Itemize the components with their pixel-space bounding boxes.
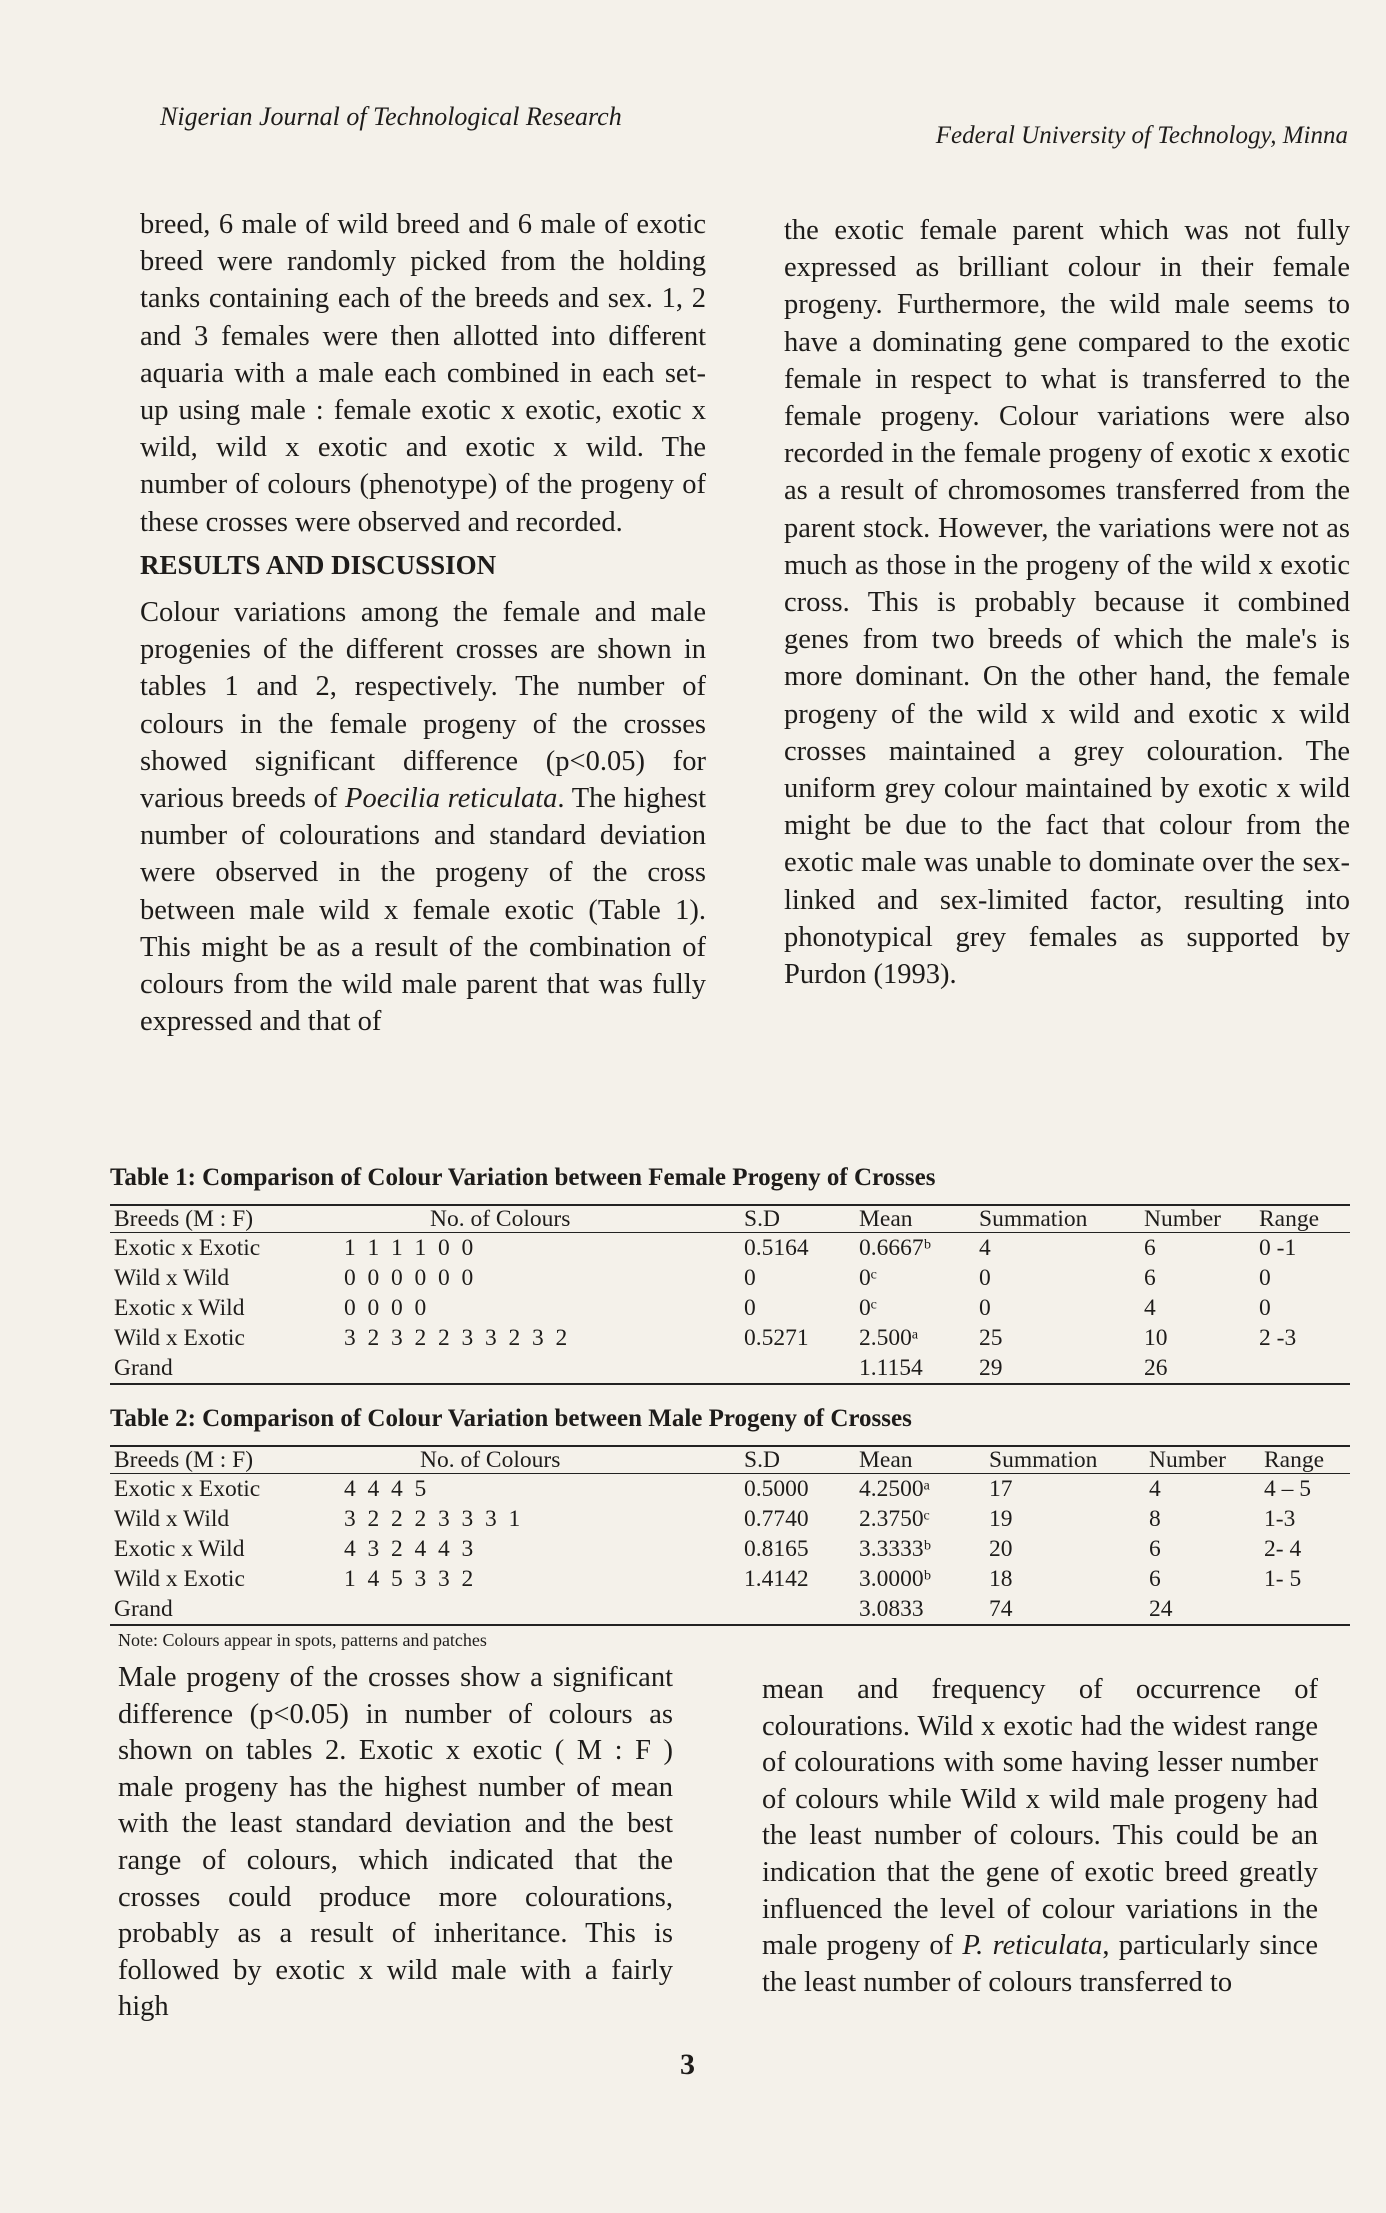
left-column-top	[140, 206, 706, 1046]
table-cell	[1260, 1594, 1350, 1625]
institution-name: Federal University of Technology, Minna	[935, 122, 1348, 149]
column-header: Range	[1255, 1205, 1350, 1233]
table-cell	[340, 1353, 740, 1384]
results-paragraph: Colour variations among the female and male progenies of the different crosses are shown in tables 1 and 2, respectively. The number of colours in the female progeny of the crosses showed significant difference (p<0.05) for various breeds of Poecilia reticulata. The highest number of colourations and standard deviation were observed in the progeny of the cross between male wild x female exotic (Table 1). This might be as a result of the combination of colours from the wild male parent that was fully expressed and that of	[140, 597, 707, 1038]
species-name: P. reticulata	[962, 1930, 1103, 1962]
table-cell	[1255, 1353, 1350, 1384]
table-cell: 0.7740	[744, 1506, 809, 1532]
table-cell: 2 -3	[1259, 1325, 1297, 1351]
table-cell: 0 0 0 0 0 0	[344, 1265, 474, 1291]
table-cell: 0 -1	[1259, 1235, 1297, 1261]
male-progeny-paragraph: Male progeny of the crosses show a significant difference (p<0.05) in number of colours as shown on tables 2. Exotic x exotic ( M : F ) male progeny has the highest number of mean with the least standard deviation and the best range of colours, which indicated that the crosses could produce more colourations, probably as a result of inheritance. This is followed by exotic x wild male with a fairly high	[118, 1662, 673, 2023]
table-cell: 1- 5	[1264, 1566, 1302, 1592]
methods-paragraph: breed, 6 male of wild breed and 6 male of exotic breed were randomly picked from the holding tanks containing each of the breeds and sex. 1, 2 and 3 females were then allotted into different aquaria with a male each combined in each set-up using male : female exotic x exotic, exotic x wild, wild x exotic and exotic x wild. The number of colours (phenotype) of the progeny of these crosses were observed and recorded.	[140, 209, 706, 538]
table-cell: 10	[1144, 1325, 1168, 1351]
column-header: No. of Colours	[340, 1446, 740, 1474]
table-cell: 0.5000	[744, 1476, 809, 1502]
table-cell: Wild x Wild	[114, 1265, 230, 1291]
table-cell: 26	[1140, 1353, 1255, 1384]
table-row	[110, 1263, 1350, 1293]
column-header: S.D	[740, 1205, 855, 1233]
table-cell: Wild x Exotic	[114, 1325, 245, 1351]
results-heading: RESULTS AND DISCUSSION	[140, 549, 497, 580]
table-cell: 4 – 5	[1264, 1476, 1311, 1502]
column-header: Mean	[855, 1446, 985, 1474]
table-cell: 4 4 4 5	[344, 1476, 427, 1502]
table-cell: 2.3750ᶜ	[859, 1506, 930, 1532]
table-cell: 19	[989, 1506, 1013, 1532]
table-cell: 6	[1149, 1566, 1161, 1592]
table-cell: 2- 4	[1264, 1536, 1302, 1562]
column-header: S.D	[740, 1446, 855, 1474]
table-cell: 0ᶜ	[859, 1265, 877, 1291]
table-cell: 0.6667ᵇ	[859, 1235, 931, 1261]
table-cell: 0	[744, 1295, 756, 1321]
table-cell: Grand	[110, 1594, 340, 1625]
table-note: Note: Colours appear in spots, patterns and patches	[118, 1630, 487, 1650]
table-2	[110, 1405, 1350, 1626]
table-cell: 1.4142	[744, 1566, 809, 1592]
table-cell: 3.3333ᵇ	[859, 1536, 931, 1562]
table-cell: 6	[1144, 1265, 1156, 1291]
column-header: Range	[1260, 1446, 1350, 1474]
column-header: Breeds (M : F)	[110, 1446, 340, 1474]
table-cell: Wild x Wild	[114, 1506, 230, 1532]
page-number: 3	[680, 2048, 695, 2081]
table-row	[110, 1504, 1350, 1534]
table-cell	[740, 1594, 855, 1625]
table-cell: 20	[989, 1536, 1013, 1562]
table-row	[110, 1323, 1350, 1353]
table-cell: 8	[1149, 1506, 1161, 1532]
table-row	[110, 1594, 1350, 1625]
right-column-top	[784, 212, 1350, 999]
table-cell: 1.1154	[855, 1353, 975, 1384]
table-row	[110, 1353, 1350, 1384]
table-cell: 6	[1144, 1235, 1156, 1261]
table-cell: 4 3 2 4 4 3	[344, 1536, 474, 1562]
table-cell: 3 2 2 2 3 3 3 1	[344, 1506, 521, 1532]
table-cell: 4	[1149, 1476, 1161, 1502]
table-2-grid	[110, 1445, 1350, 1626]
table-cell: 0.8165	[744, 1536, 809, 1562]
table-cell: Exotic x Wild	[114, 1536, 245, 1562]
table-1-grid	[110, 1204, 1350, 1385]
table-2-caption: Table 2: Comparison of Colour Variation between Male Progeny of Crosses	[110, 1405, 912, 1432]
table-cell: 0ᶜ	[859, 1295, 877, 1321]
table-cell: 29	[975, 1353, 1140, 1384]
column-header: Summation	[985, 1446, 1145, 1474]
column-header: Breeds (M : F)	[110, 1205, 340, 1233]
table-cell: Wild x Exotic	[114, 1566, 245, 1592]
table-cell	[340, 1594, 740, 1625]
table-cell: 0.5271	[744, 1325, 809, 1351]
table-cell: 18	[989, 1566, 1013, 1592]
table-cell: 1-3	[1264, 1506, 1296, 1532]
table-cell: 4	[979, 1235, 991, 1261]
table-cell: 25	[979, 1325, 1003, 1351]
colouration-paragraph: mean and frequency of occurrence of colourations. Wild x exotic had the widest range of colourations with some having lesser number of colours while Wild x wild male progeny had the least number of colours. This could be an indication that the gene of exotic breed greatly influenced the level of colour variations in the male progeny of P. reticulata, particularly since the least number of colours transferred to	[762, 1674, 1318, 1998]
journal-title: Nigerian Journal of Technological Research	[160, 102, 622, 131]
table-row	[110, 1293, 1350, 1323]
table-row	[110, 1233, 1350, 1264]
column-header: Summation	[975, 1205, 1140, 1233]
table-cell: 4	[1144, 1295, 1156, 1321]
table-cell: 0	[1259, 1265, 1271, 1291]
column-header: No. of Colours	[340, 1205, 740, 1233]
table-cell: 0 0 0 0	[344, 1295, 427, 1321]
left-column-bottom	[118, 1660, 673, 2032]
table-cell: 4.2500ᵃ	[859, 1476, 931, 1502]
table-cell: 17	[989, 1476, 1013, 1502]
species-name: Poecilia reticulata	[345, 783, 558, 815]
table-cell: 74	[985, 1594, 1145, 1625]
discussion-paragraph: the exotic female parent which was not fully expressed as brilliant colour in their female progeny. Furthermore, the wild male seems to have a dominating gene compared to the exotic female in respect to what is transferred to the female progeny. Colour variations were also recorded in the female progeny of exotic x exotic as a result of chromosomes transferred from the parent stock. However, the variations were not as much as those in the progeny of the wild x exotic cross. This is probably because it combined genes from two breeds of which the male's is more dominant. On the other hand, the female progeny of the wild x wild and exotic x wild crosses maintained a grey colouration. The uniform grey colour maintained by exotic x wild might be due to the fact that colour from the exotic male was unable to dominate over the sex-linked and sex-limited factor, resulting into phonotypical grey females as supported by Purdon (1993).	[784, 215, 1350, 991]
table-cell: 2.500ᵃ	[859, 1325, 919, 1351]
table-1-caption: Table 1: Comparison of Colour Variation between Female Progeny of Crosses	[110, 1164, 936, 1191]
table-cell: 0	[744, 1265, 756, 1291]
table-row	[110, 1474, 1350, 1505]
table-cell: 24	[1145, 1594, 1260, 1625]
table-row	[110, 1534, 1350, 1564]
right-column-bottom	[762, 1672, 1318, 2007]
table-cell: 6	[1149, 1536, 1161, 1562]
column-header: Mean	[855, 1205, 975, 1233]
table-cell: 1 1 1 1 0 0	[344, 1235, 474, 1261]
table-cell: 3 2 3 2 2 3 3 2 3 2	[344, 1325, 568, 1351]
table-cell	[740, 1353, 855, 1384]
table-cell: 3.0833	[855, 1594, 985, 1625]
table-cell: Grand	[110, 1353, 340, 1384]
table-cell: Exotic x Wild	[114, 1295, 245, 1321]
column-header: Number	[1140, 1205, 1255, 1233]
table-cell: 3.0000ᵇ	[859, 1566, 931, 1592]
table-cell: 0	[1259, 1295, 1271, 1321]
table-1	[110, 1164, 1350, 1385]
table-cell: Exotic x Exotic	[114, 1476, 261, 1502]
table-cell: 1 4 5 3 3 2	[344, 1566, 474, 1592]
table-header-row	[110, 1205, 1350, 1233]
table-cell: 0	[979, 1295, 991, 1321]
table-cell: 0.5164	[744, 1235, 809, 1261]
table-cell: 0	[979, 1265, 991, 1291]
table-row	[110, 1564, 1350, 1594]
table-header-row	[110, 1446, 1350, 1474]
column-header: Number	[1145, 1446, 1260, 1474]
table-cell: Exotic x Exotic	[114, 1235, 261, 1261]
